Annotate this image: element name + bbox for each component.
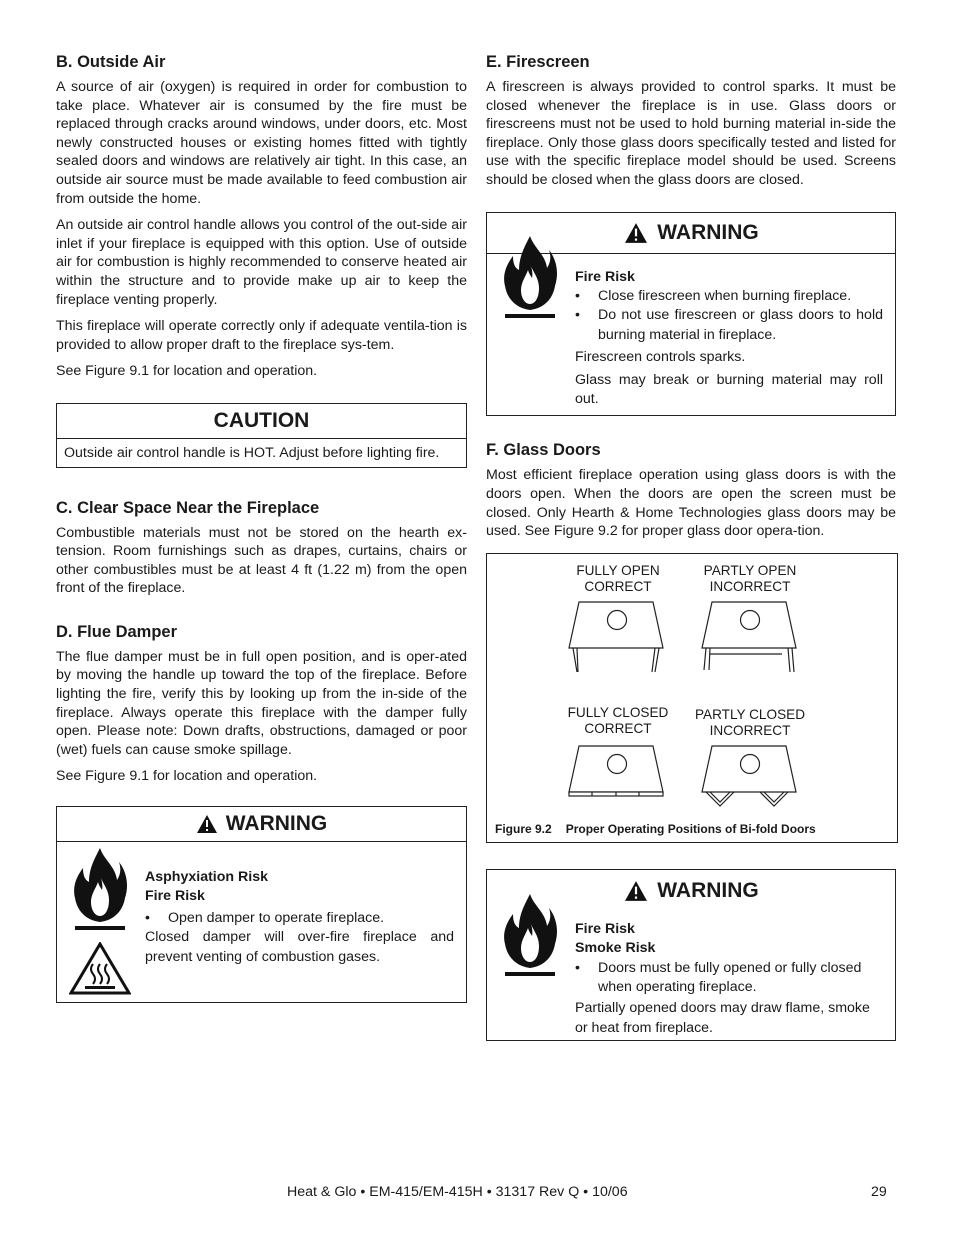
paragraph: A firescreen is always provided to control sparks. It must be closed whenever the fireplace is in use. Glass doors or firescreens must not be used to hold burning material in-side the fireplace. Only those glass doors specifically tested and listed for use with the specific fireplace model should be used. Screens should be closed when the glass doors are closed. xyxy=(486,79,896,188)
right-column xyxy=(486,52,896,1041)
figure-label: FULLY CLOSED CORRECT xyxy=(567,704,669,736)
paragraph: See Figure 9.1 for location and operation. xyxy=(56,768,318,785)
figure-label: FULLY OPEN CORRECT xyxy=(576,562,660,594)
warning-text: Firescreen controls sparks. xyxy=(575,349,746,366)
fireplace-fully-open-diagram xyxy=(567,598,671,674)
warning-body xyxy=(487,912,895,1040)
section-heading: F. Glass Doors xyxy=(486,441,601,460)
section-glass-doors xyxy=(486,440,896,540)
bullet-item: • Open damper to operate fireplace. xyxy=(145,909,385,926)
warning-box-firescreen xyxy=(486,212,896,417)
section-heading: C. Clear Space Near the Fireplace xyxy=(56,498,320,517)
section-heading: E. Firescreen xyxy=(486,53,590,71)
warning-title: WARNING xyxy=(225,812,328,836)
fireplace-fully-closed-diagram xyxy=(567,742,671,802)
hot-surface-icon xyxy=(69,942,131,996)
section-firescreen xyxy=(486,52,896,190)
flame-icon xyxy=(499,228,561,326)
warning-box-glass-doors xyxy=(486,869,896,1041)
warning-triangle-icon xyxy=(623,222,649,244)
bullet-item: • Do not use firescreen or glass doors to hold burning material in fireplace. xyxy=(575,307,883,343)
figure-bifold-doors xyxy=(486,553,898,843)
caution-title: CAUTION xyxy=(57,404,466,439)
left-column xyxy=(56,52,467,1003)
figure-caption: Figure 9.2 Proper Operating Positions of Bi-fold Doors xyxy=(495,821,816,836)
warning-body xyxy=(487,254,895,416)
caution-text: Outside air control handle is HOT. Adjust before lighting fire. xyxy=(64,444,440,461)
paragraph: A source of air (oxygen) is required in order for combustion to take place. Whatever air is consumed by the fire must be replaced through cracks around windows, under doors, etc. Most newly constructed houses or existing homes fitted with tightly sealed doors and windows are relatively air tight. In this case, an outside air source must be made available to feed combustion air from outside the home. xyxy=(56,79,467,207)
figure-label: PARTLY CLOSED INCORRECT xyxy=(694,706,806,738)
paragraph: An outside air control handle allows you control of the out-side air inlet if your fireplace is equipped with this option. Use of outside air for combustion is highly recommended to conserve heated air within the structure and to provide make up air to keep the fireplace venting properly. xyxy=(56,217,467,308)
flame-icon xyxy=(69,846,131,932)
risk-label: Asphyxiation Risk xyxy=(145,869,268,886)
risk-label: Smoke Risk xyxy=(575,940,656,957)
section-heading: B. Outside Air xyxy=(56,53,166,71)
paragraph: Combustible materials must not be stored on the hearth ex-tension. Room furnishings such as drapes, curtains, chairs or other combustibles must be at least 4 ft (1.22 m) from the open front of the fireplace. xyxy=(56,524,467,597)
paragraph: This fireplace will operate correctly only if adequate ventila-tion is provided to allow proper draft to the fireplace sys-tem. xyxy=(56,318,467,353)
warning-triangle-icon xyxy=(623,880,649,902)
warning-box-damper xyxy=(56,806,467,1003)
risk-label: Fire Risk xyxy=(575,920,635,937)
flame-icon xyxy=(499,886,561,984)
section-clear-space xyxy=(56,498,467,598)
risk-label: Fire Risk xyxy=(575,268,635,285)
bullet-item: • Close firescreen when burning fireplace. xyxy=(575,287,852,304)
paragraph: The flue damper must be in full open position, and is oper-ated by moving the handle up toward the top of the fireplace. Before lighting the fire, verify this by looking up from the in-side of the fireplace. Always operate this fireplace with the damper fully open. Please note: Down drafts, obstructions, damaged or poor (wet) fuels can cause smoke spillage. xyxy=(56,648,467,758)
warning-text: Glass may break or burning material may roll out. xyxy=(575,371,883,407)
warning-title: WARNING xyxy=(657,878,759,902)
caution-box xyxy=(56,403,467,468)
risk-label: Fire Risk xyxy=(145,888,205,905)
warning-header xyxy=(57,807,466,842)
section-heading: D. Flue Damper xyxy=(56,622,178,641)
section-outside-air xyxy=(56,52,467,381)
warning-triangle-icon xyxy=(196,814,218,834)
warning-text: Partially opened doors may draw flame, smoke or heat from fireplace. xyxy=(575,1000,870,1036)
footer-doc-info: Heat & Glo • EM-415/EM-415H • 31317 Rev Q • 10/06 xyxy=(287,1184,628,1200)
bullet-item: • Doors must be fully opened or fully closed when operating fireplace. xyxy=(575,959,862,995)
fireplace-partly-open-diagram xyxy=(700,598,804,674)
page-number: 29 xyxy=(871,1184,887,1200)
fireplace-partly-closed-diagram xyxy=(700,742,804,814)
warning-body xyxy=(57,842,466,1002)
warning-title: WARNING xyxy=(657,220,759,244)
paragraph: See Figure 9.1 for location and operation. xyxy=(56,363,318,380)
section-flue-damper xyxy=(56,622,467,786)
warning-text: Closed damper will over-fire fireplace and prevent venting of combustion gases. xyxy=(145,929,454,965)
figure-label: PARTLY OPEN INCORRECT xyxy=(703,562,797,594)
paragraph: Most efficient fireplace operation using glass doors is with the doors open. When the doors are open the screen must be closed. Only Hearth & Home Technologies glass doors may be used. See Figure 9.2 for proper glass door opera-tion. xyxy=(486,467,896,540)
